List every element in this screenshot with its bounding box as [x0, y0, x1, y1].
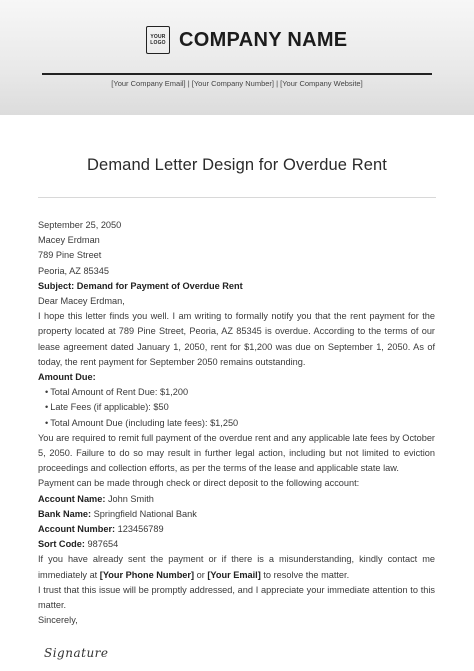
amount-due-heading: Amount Due: [38, 372, 96, 383]
header-divider [42, 73, 432, 75]
bank-name-value: Springfield National Bank [93, 508, 197, 519]
remit-paragraph: You are required to remit full payment of the overdue rent and any applicable late fees by October 5, 2050. Failure to do so may result in further legal action, including but not limited to eviction proceedings and collection efforts, as per the terms of the lease and applicable state law. [38, 432, 435, 474]
recipient-address-line1: 789 Pine Street [38, 250, 102, 261]
letter-subject: Subject: Demand for Payment of Overdue Rent [38, 280, 243, 291]
signature: Signature [44, 646, 109, 660]
amount-item-late-fees: • Late Fees (if applicable): $50 [45, 400, 435, 415]
recipient-address-line2: Peoria, AZ 85345 [38, 265, 109, 276]
letter-body [38, 218, 435, 628]
logo-placeholder [146, 26, 170, 54]
salutation: Dear Macey Erdman, [38, 296, 125, 307]
account-name-value: John Smith [107, 493, 154, 504]
company-name: COMPANY NAME [179, 28, 348, 51]
sort-code-label: Sort Code: [38, 539, 85, 550]
contact-text-or: or [196, 569, 205, 580]
brand [146, 25, 347, 55]
contact-text-end: to resolve the matter. [263, 569, 350, 580]
company-contact-line: [Your Company Email] | [Your Company Number] | [Your Company Website] [111, 79, 363, 88]
contact-paragraph [38, 552, 435, 582]
recipient-name: Macey Erdman [38, 235, 100, 246]
bank-name-row [38, 507, 435, 522]
contact-text-start: If you have already sent the payment or if there is a misunderstanding, kindly contact me immediately at [38, 554, 435, 580]
amount-item-total: • Total Amount Due (including late fees): $1,250 [45, 416, 435, 431]
logo-text-line2: LOGO [150, 40, 166, 46]
sign-off: Sincerely, [38, 615, 78, 626]
logo-text-line1: YOUR [150, 34, 166, 40]
account-name-row [38, 492, 435, 507]
account-number-row [38, 522, 435, 537]
account-number-value: 123456789 [117, 524, 164, 535]
intro-paragraph: I hope this letter finds you well. I am writing to formally notify you that the rent payment for the property located at 789 Pine Street, Peoria, AZ 85345 is overdue. According to the terms of our lease agreement dated January 1, 2050, rent for $1,200 was due on September 1, 2050. As of today, the rent payment for September 2050 remains outstanding. [38, 311, 435, 367]
letter-date: September 25, 2050 [38, 220, 122, 230]
closing-paragraph: I trust that this issue will be promptly addressed, and I appreciate your immediate attention to this matter. [38, 584, 435, 611]
sort-code-value: 987654 [87, 539, 119, 550]
account-name-label: Account Name: [38, 493, 106, 504]
amount-list [45, 385, 435, 431]
title-divider [38, 197, 436, 198]
payment-method-line: Payment can be made through check or direct deposit to the following account: [38, 478, 360, 489]
sort-code-row [38, 537, 435, 552]
letterhead [0, 0, 474, 115]
email-placeholder: [Your Email] [207, 569, 261, 580]
account-number-label: Account Number: [38, 524, 116, 535]
phone-placeholder: [Your Phone Number] [99, 569, 195, 580]
document-title: Demand Letter Design for Overdue Rent [87, 156, 387, 174]
amount-item-rent: • Total Amount of Rent Due: $1,200 [45, 385, 435, 400]
bank-name-label: Bank Name: [38, 508, 92, 519]
